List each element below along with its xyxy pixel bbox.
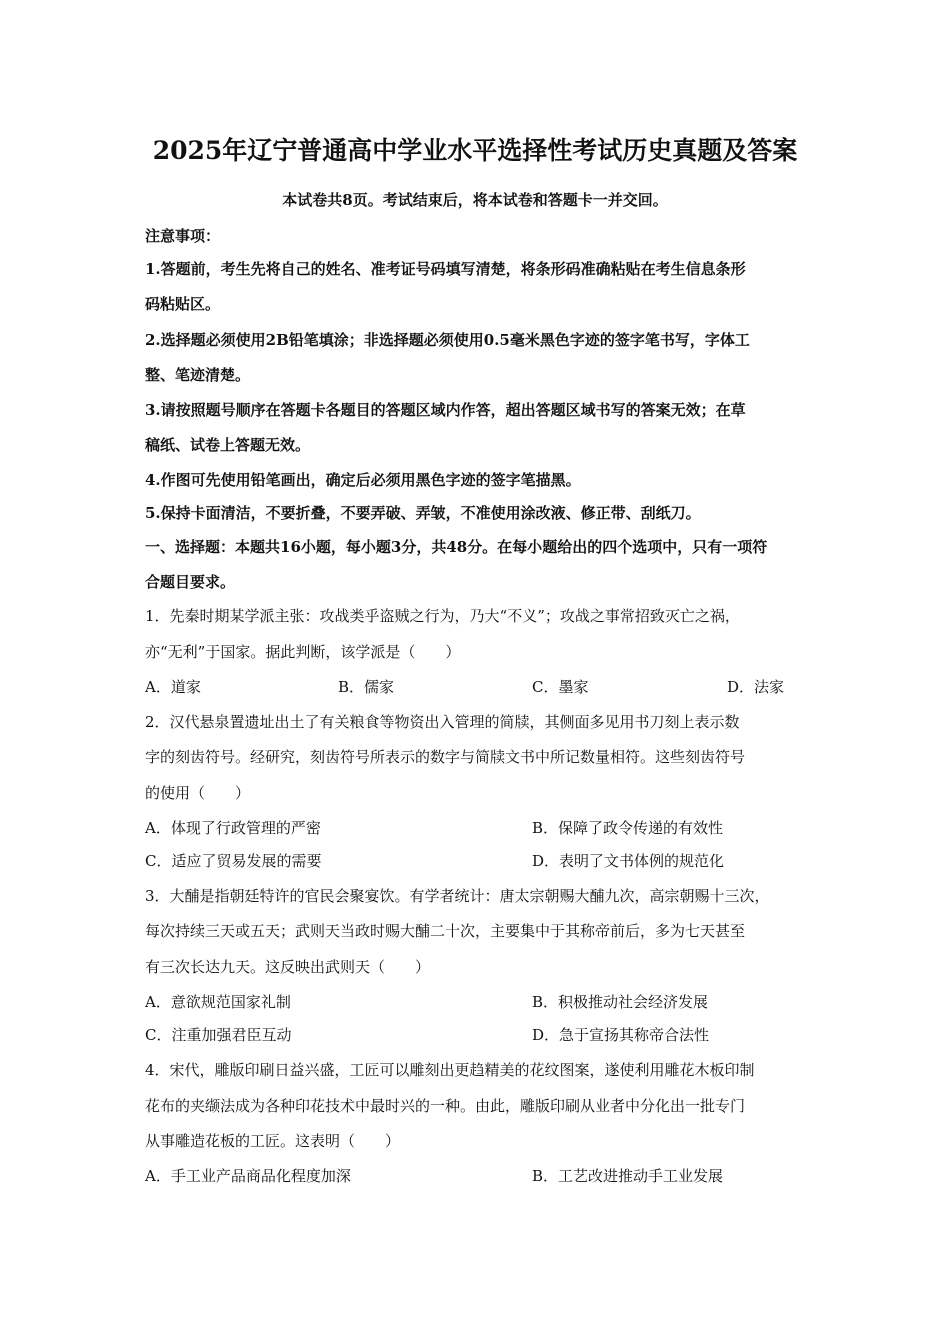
notice-line: 整、笔迹清楚。 bbox=[145, 366, 251, 384]
question-1-stem: 亦“无利”于国家。据此判断，该学派是（ ） bbox=[145, 643, 461, 661]
section-heading: 一、选择题：本题共16小题，每小题3分，共48分。在每小题给出的四个选项中，只有一项符 bbox=[145, 538, 768, 556]
section-heading: 合题目要求。 bbox=[145, 573, 236, 591]
notice-line: 5.保持卡面清洁，不要折叠，不要弄破、弄皱，不准使用涂改液、修正带、刮纸刀。 bbox=[145, 504, 701, 522]
question-2-stem: 的使用（ ） bbox=[145, 784, 251, 802]
question-4-stem: 4．宋代，雕版印刷日益兴盛，工匠可以雕刻出更趋精美的花纹图案，遂使利用雕花木板印制 bbox=[145, 1061, 755, 1079]
question-3-option-d: D．急于宣扬其称帝合法性 bbox=[532, 1026, 710, 1044]
notice-line: 1.答题前，考生先将自己的姓名、准考证号码填写清楚，将条形码准确粘贴在考生信息条形 bbox=[145, 260, 746, 278]
notice-line: 2.选择题必须使用2B铅笔填涂；非选择题必须使用0.5毫米黑色字迹的签字笔书写，字体工 bbox=[145, 331, 750, 349]
question-1-option-a: A．道家 bbox=[145, 678, 201, 696]
question-3-stem: 有三次长达九天。这反映出武则天（ ） bbox=[145, 958, 431, 976]
question-4-option-a: A．手工业产品商品化程度加深 bbox=[145, 1167, 351, 1185]
notice-line: 码粘贴区。 bbox=[145, 295, 221, 313]
question-4-stem: 从事雕造花板的工匠。这表明（ ） bbox=[145, 1132, 401, 1150]
question-3-stem: 3．大酺是指朝廷特许的官民会聚宴饮。有学者统计：唐太宗朝赐大酺九次，高宗朝赐十三次， bbox=[145, 887, 770, 905]
question-1-option-c: C．墨家 bbox=[532, 678, 589, 696]
question-1-stem: 1．先秦时期某学派主张：攻战类乎盗贼之行为，乃大“不义”；攻战之事常招致灭亡之祸， bbox=[145, 607, 740, 625]
question-2-option-b: B．保障了政令传递的有效性 bbox=[532, 819, 724, 837]
question-3-option-b: B．积极推动社会经济发展 bbox=[532, 993, 709, 1011]
question-2-option-d: D．表明了文书体例的规范化 bbox=[532, 852, 725, 870]
question-2-option-a: A．体现了行政管理的严密 bbox=[145, 819, 321, 837]
notice-line: 3.请按照题号顺序在答题卡各题目的答题区域内作答，超出答题区域书写的答案无效；在草 bbox=[145, 401, 746, 419]
question-3-option-a: A．意欲规范国家礼制 bbox=[145, 993, 291, 1011]
question-1-option-d: D．法家 bbox=[727, 678, 785, 696]
question-4-stem: 花布的夹缬法成为各种印花技术中最时兴的一种。由此，雕版印刷从业者中分化出一批专门 bbox=[145, 1097, 746, 1115]
question-2-stem: 字的刻齿符号。经研究，刻齿符号所表示的数字与简牍文书中所记数量相符。这些刻齿符号 bbox=[145, 748, 746, 766]
question-3-stem: 每次持续三天或五天；武则天当政时赐大酺二十次，主要集中于其称帝前后，多为七天甚至 bbox=[145, 922, 746, 940]
question-2-option-c: C．适应了贸易发展的需要 bbox=[145, 852, 322, 870]
question-4-option-b: B．工艺改进推动手工业发展 bbox=[532, 1167, 724, 1185]
exam-instruction: 本试卷共8页。考试结束后，将本试卷和答题卡一并交回。 bbox=[282, 191, 668, 209]
notice-heading: 注意事项： bbox=[145, 227, 221, 245]
notice-line: 稿纸、试卷上答题无效。 bbox=[145, 436, 311, 454]
question-1-option-b: B．儒家 bbox=[338, 678, 395, 696]
question-2-stem: 2．汉代悬泉置遗址出土了有关粮食等物资出入管理的简牍，其侧面多见用书刀刻上表示数 bbox=[145, 713, 740, 731]
page-title: 2025年辽宁普通高中学业水平选择性考试历史真题及答案 bbox=[152, 136, 798, 165]
question-3-option-c: C．注重加强君臣互动 bbox=[145, 1026, 292, 1044]
notice-line: 4.作图可先使用铅笔画出，确定后必须用黑色字迹的签字笔描黑。 bbox=[145, 471, 581, 489]
